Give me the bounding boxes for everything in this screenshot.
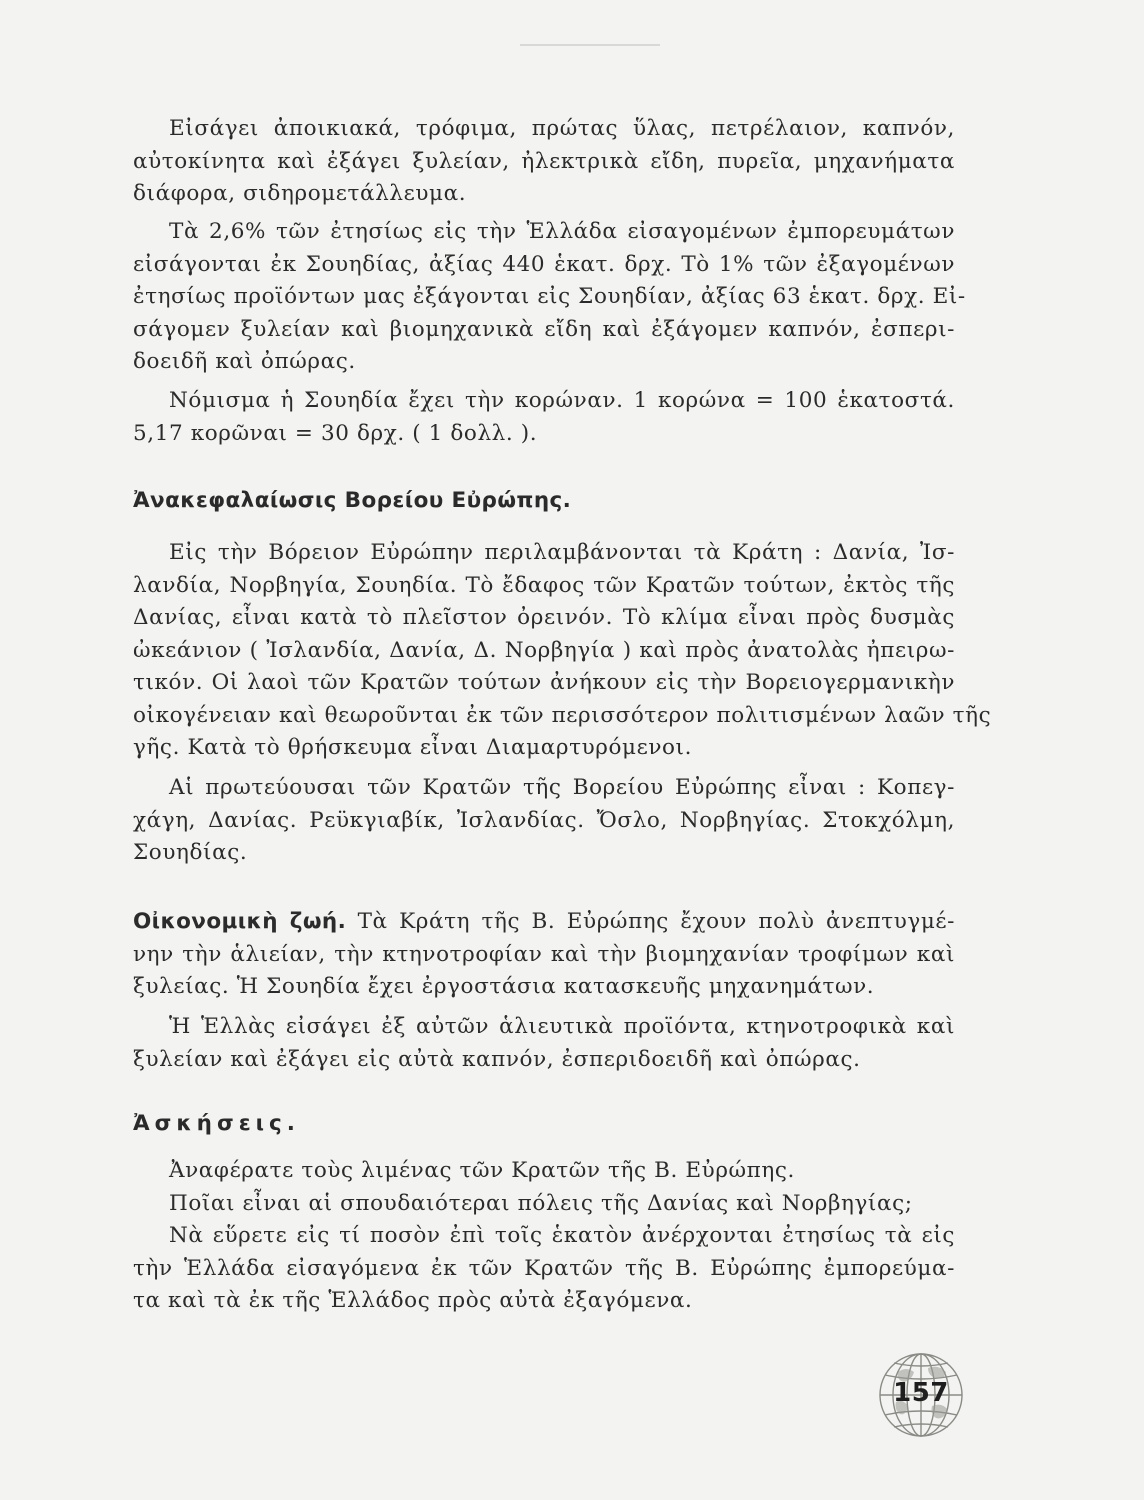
text-line: τικόν. Οἱ λαοὶ τῶν Κρατῶν τούτων ἀνήκουν εἰς τὴν Βορειογερμανικὴν xyxy=(133,670,955,695)
text-line xyxy=(133,906,955,939)
page-number: 157 xyxy=(893,1378,949,1408)
text-line: διάφορα, σιδηρομετάλλευμα. xyxy=(133,181,467,206)
text-line: δοειδῆ καὶ ὀπώρας. xyxy=(133,349,356,374)
paragraph-imports-exports xyxy=(133,113,955,211)
paragraph-economic-life xyxy=(133,906,955,1004)
text-line: νην τὴν ἁλιείαν, τὴν κτηνοτροφίαν καὶ τὴν βιομηχανίαν τροφίμων καὶ xyxy=(133,941,955,967)
text-line: τα καὶ τὰ ἐκ τῆς Ἑλλάδος πρὸς αὐτὰ ἐξαγόμενα. xyxy=(133,1288,693,1313)
text-line: χάγη, Δανίας. Ρεϋκγιαβίκ, Ἰσλανδίας. Ὄσλο, Νορβηγίας. Στοκχόλμη, xyxy=(133,807,955,833)
text-line-rest: Τὰ Κράτη τῆς Β. Εὐρώπης ἔχουν πολὺ ἀνεπτυγμέ- xyxy=(346,909,955,934)
text-line: Εἰσάγει ἀποικιακά, τρόφιμα, πρώτας ὕλας, πετρέλαιον, καπνόν, xyxy=(169,116,955,141)
exercise-item: Ποῖαι εἶναι αἱ σπουδαιότεραι πόλεις τῆς Δανίας καὶ Νορβηγίας; xyxy=(169,1190,913,1216)
section-heading-summary: Ἀνακεφαλαίωσις Βορείου Εὐρώπης. xyxy=(133,488,572,513)
text-line: Αἱ πρωτεύουσαι τῶν Κρατῶν τῆς Βορείου Εὐρώπης εἶναι : Κοπεγ- xyxy=(169,775,955,800)
text-line: Ἡ Ἑλλὰς εἰσάγει ἐξ αὐτῶν ἁλιευτικὰ προϊόντα, κτηνοτροφικὰ καὶ xyxy=(169,1014,955,1039)
text-line: Δανίας, εἶναι κατὰ τὸ πλεῖστον ὀρεινόν. Τὸ κλίμα εἶναι πρὸς δυσμὰς xyxy=(133,605,955,630)
text-line: Τὰ 2,6% τῶν ἐτησίως εἰς τὴν Ἑλλάδα εἰσαγομένων ἐμπορευμάτων xyxy=(169,219,955,244)
text-line: ξυλείαν καὶ ἐξάγει εἰς αὐτὰ καπνόν, ἐσπεριδοειδῆ καὶ ὀπώρας. xyxy=(133,1046,861,1072)
exercises-list xyxy=(133,1155,955,1318)
text-line: αὐτοκίνητα καὶ ἐξάγει ξυλείαν, ἠλεκτρικὰ εἴδη, πυρεῖα, μηχανήματα xyxy=(133,148,955,174)
text-line: 5,17 κορῶναι = 30 δρχ. ( 1 δολλ. ). xyxy=(133,420,538,446)
text-line: τὴν Ἑλλάδα εἰσαγόμενα ἐκ τῶν Κρατῶν τῆς Β. Εὐρώπης ἐμπορεύμα- xyxy=(133,1255,955,1281)
text-line: ὠκεάνιον ( Ἰσλανδία, Δανία, Δ. Νορβηγία ) καὶ πρὸς ἀνατολὰς ἠπειρω- xyxy=(133,637,955,663)
text-line: Σουηδίας. xyxy=(133,840,248,865)
text-line: Εἰς τὴν Βόρειον Εὐρώπην περιλαμβάνονται τὰ Κράτη : Δανία, Ἰσ- xyxy=(169,540,955,565)
section-heading-economy: Οἰκονομικὴ ζωή. xyxy=(133,909,347,934)
scan-mark xyxy=(520,44,660,46)
paragraph-northern-europe-states xyxy=(133,537,992,765)
text-line: Νόμισμα ἡ Σουηδία ἔχει τὴν κορώναν. 1 κορώνα = 100 ἑκατοστά. xyxy=(169,388,955,413)
text-line: σάγομεν ξυλείαν καὶ βιομηχανικὰ εἴδη καὶ ἐξάγομεν καπνόν, ἐσπερι- xyxy=(133,316,955,342)
paragraph-capitals xyxy=(133,772,955,870)
exercise-item: Ἀναφέρατε τοὺς λιμένας τῶν Κρατῶν τῆς Β. Εὐρώπης. xyxy=(169,1158,795,1183)
text-line: λανδία, Νορβηγία, Σουηδία. Τὸ ἔδαφος τῶν Κρατῶν τούτων, ἐκτὸς τῆς xyxy=(133,572,955,598)
text-line: εἰσάγονται ἐκ Σουηδίας, ἀξίας 440 ἑκατ. δρχ. Τὸ 1% τῶν ἐξαγομένων xyxy=(133,251,955,277)
text-line: οἰκογένειαν καὶ θεωροῦνται ἐκ τῶν περισσότερον πολιτισμένων λαῶν τῆς xyxy=(133,702,992,728)
text-line: ξυλείας. Ἡ Σουηδία ἔχει ἐργοστάσια κατασκευῆς μηχανημάτων. xyxy=(133,974,875,999)
section-heading-exercises: Ἀσκήσεις. xyxy=(133,1111,300,1136)
text-line: γῆς. Κατὰ τὸ θρήσκευμα εἶναι Διαμαρτυρόμενοι. xyxy=(133,735,693,760)
paragraph-currency xyxy=(133,385,955,450)
exercise-item: Νὰ εὕρετε εἰς τί ποσὸν ἐπὶ τοῖς ἑκατὸν ἀνέρχονται ἐτησίως τὰ εἰς xyxy=(169,1223,955,1248)
paragraph-greece-trade xyxy=(133,1011,955,1076)
page-number-badge xyxy=(876,1350,966,1440)
text-line: ἐτησίως προϊόντων μας ἐξάγονται εἰς Σουηδίαν, ἀξίας 63 ἑκατ. δρχ. Εἰ- xyxy=(133,284,966,309)
paragraph-trade-with-greece xyxy=(133,216,966,379)
